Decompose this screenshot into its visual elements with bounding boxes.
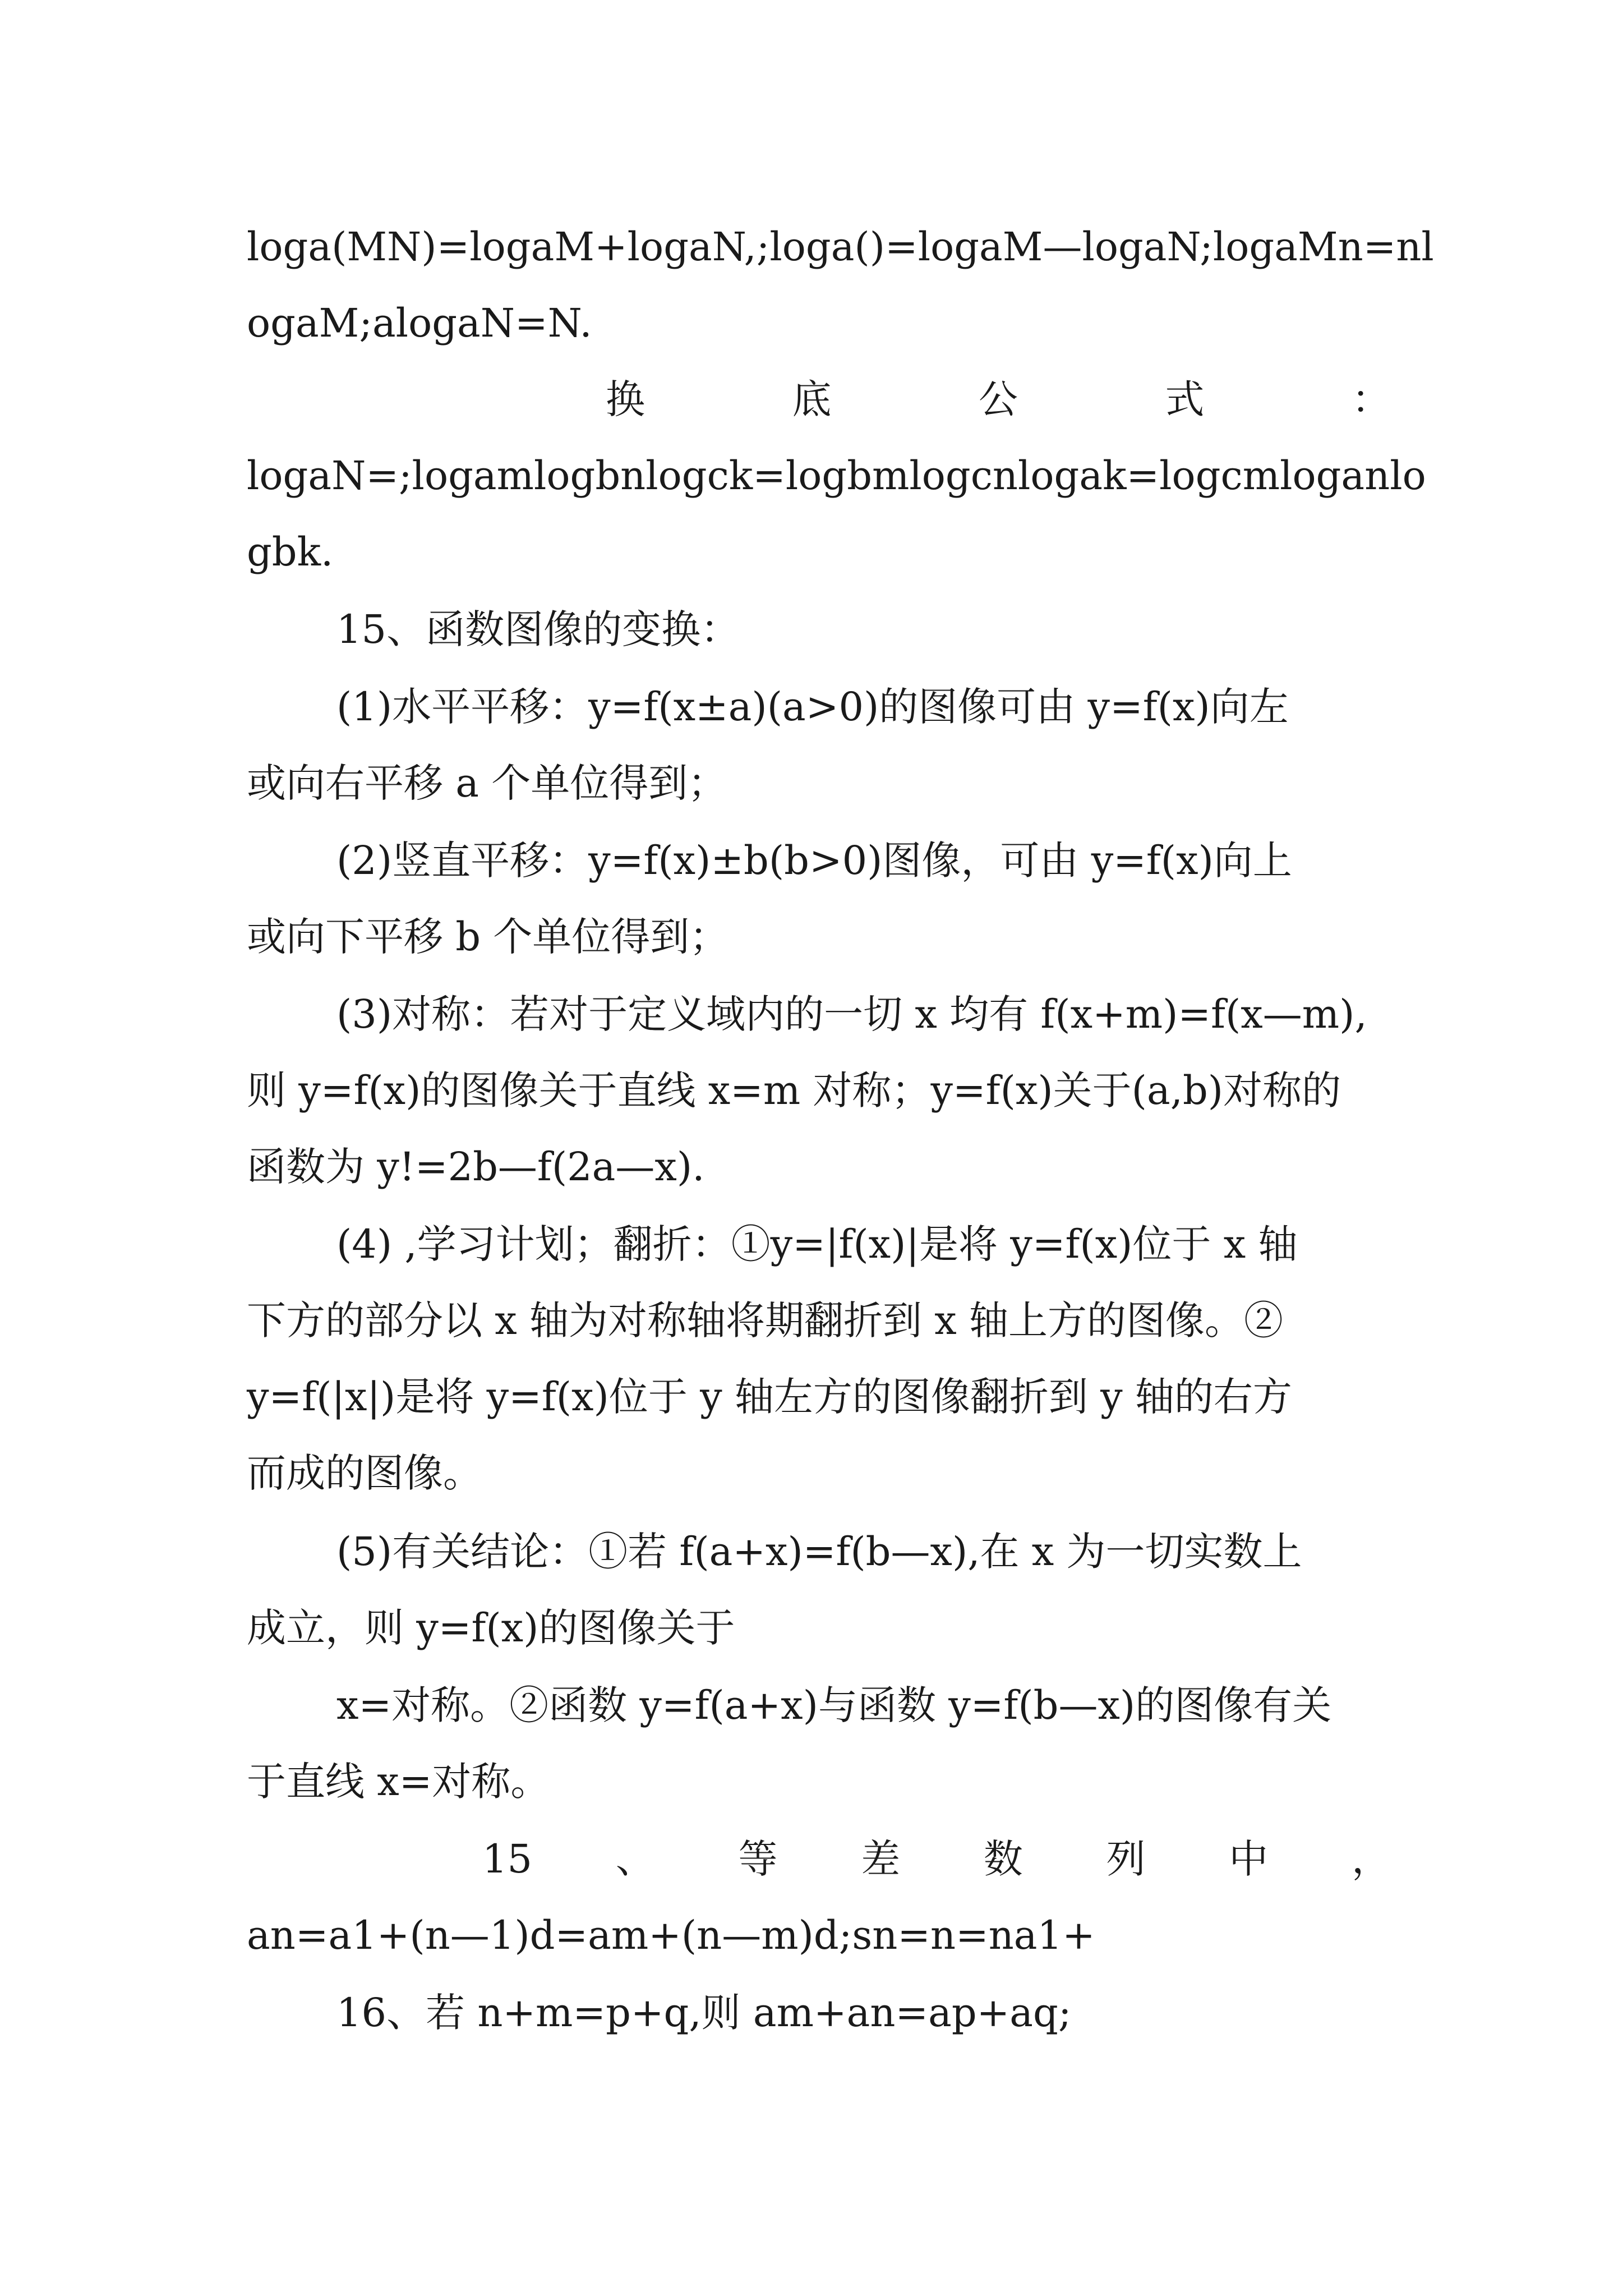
arithmetic-sequence-paragraph xyxy=(247,1821,1391,1973)
text-line: y=f(|x|)是将 y=f(x)位于 y 轴左方的图像翻折到 y 轴的右方 xyxy=(247,1374,1292,1420)
vertical-shift-paragraph xyxy=(247,822,1391,975)
section-16-paragraph xyxy=(247,1975,1391,2051)
text-line: 或向下平移 b 个单位得到； xyxy=(247,914,729,960)
text-line: 成立，则 y=f(x)的图像关于 xyxy=(247,1605,735,1651)
heading-char: 差 xyxy=(861,1836,901,1882)
text-line: x=对称。②函数 y=f(a+x)与函数 y=f(b—x)的图像有关 xyxy=(336,1682,1332,1728)
heading-char: 底 xyxy=(792,376,832,422)
heading-char: 式 xyxy=(1165,376,1205,422)
text-line: 于直线 x=对称。 xyxy=(247,1759,550,1805)
text-line: 而成的图像。 xyxy=(247,1450,482,1496)
heading-char: 中 xyxy=(1229,1836,1269,1882)
text-line: 16、若 n+m=p+q,则 am+an=ap+aq; xyxy=(336,1990,1072,2036)
text-line: loga(MN)=logaM+logaN,;loga()=logaM—logaN;logaMn=nl xyxy=(247,224,1434,270)
horizontal-shift-paragraph xyxy=(247,669,1391,821)
text-line: (5)有关结论：①若 f(a+x)=f(b—x),在 x 为一切实数上 xyxy=(336,1529,1302,1575)
text-line: 则 y=f(x)的图像关于直线 x=m 对称；y=f(x)关于(a,b)对称的 xyxy=(247,1068,1341,1114)
heading-char: 列 xyxy=(1106,1836,1146,1882)
conclusions-continued-paragraph xyxy=(247,1667,1391,1820)
heading-char: 公 xyxy=(979,376,1018,422)
text-line: 函数为 y!=2b—f(2a—x). xyxy=(247,1144,705,1190)
text-line: gbk. xyxy=(247,529,334,575)
flip-paragraph xyxy=(247,1206,1391,1511)
heading-char: 、 xyxy=(615,1836,655,1882)
text-line: (2)竖直平移：y=f(x)±b(b>0)图像，可由 y=f(x)向上 xyxy=(336,838,1292,884)
text-line: (3)对称：若对于定义域内的一切 x 均有 f(x+m)=f(x—m), xyxy=(336,991,1367,1037)
section-heading-15 xyxy=(247,591,1391,668)
heading-char: 数 xyxy=(983,1836,1023,1882)
change-of-base-paragraph xyxy=(247,361,1426,590)
heading-char: 等 xyxy=(738,1836,778,1882)
conclusions-paragraph xyxy=(247,1513,1391,1666)
text-line: logaN=;logamlogbnlogck=logbmlogcnlogak=logcmloganlo xyxy=(247,453,1426,499)
text-line: 或向右平移 a 个单位得到； xyxy=(247,760,727,806)
heading-char: ， xyxy=(1352,1836,1391,1882)
log-rules-paragraph xyxy=(247,209,1434,361)
heading-char: ： xyxy=(1352,376,1391,422)
text-line: an=a1+(n—1)d=am+(n—m)d;sn=n=na1+ xyxy=(247,1912,1095,1958)
symmetry-paragraph xyxy=(247,976,1391,1205)
text-line: 15、函数图像的变换： xyxy=(336,606,740,652)
change-of-base-heading xyxy=(247,361,1391,438)
heading-char: 15 xyxy=(482,1836,533,1882)
arithmetic-sequence-heading xyxy=(247,1821,1391,1897)
text-line: ogaM;alogaN=N. xyxy=(247,300,592,346)
heading-char: 换 xyxy=(606,376,645,422)
text-line: 下方的部分以 x 轴为对称轴将期翻折到 x 轴上方的图像。② xyxy=(247,1297,1283,1343)
text-line: (4) ,学习计划；翻折：①y=|f(x)|是将 y=f(x)位于 x 轴 xyxy=(336,1221,1298,1267)
text-line: (1)水平平移：y=f(x±a)(a>0)的图像可由 y=f(x)向左 xyxy=(336,684,1289,730)
